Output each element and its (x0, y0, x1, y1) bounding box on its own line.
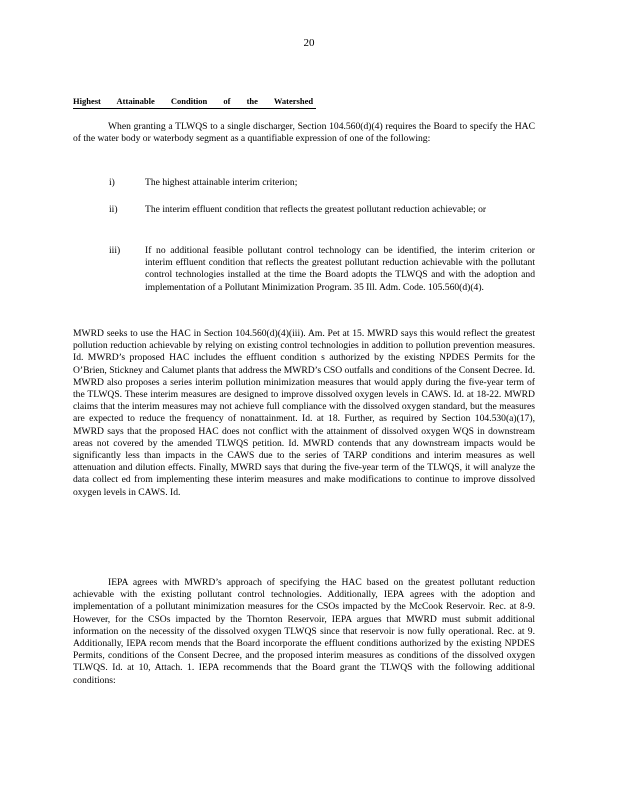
list-marker: i) (109, 177, 115, 188)
page-number: 20 (303, 37, 315, 49)
mwrd-paragraph: MWRD seeks to use the HAC in Section 104.560(d)(4)(iii). Am. Pet at 15. MWRD says this would reflect the greatest pollution reduction achievable by relying on existing control technologies in addition to pollution prevention measures. Id. MWRD’s proposed HAC includes the effluent condition s authorized by the existing NPDES Permits for the O’Brien, Stickney and Calumet plants that address the MWRD’s CSO outfalls and conditions of the Consent Decree. Id. MWRD also proposes a series interim pollution minimization measures that would apply during the five-year term of the TLWQS. These interim measures are designed to improve dissolved oxygen levels in CAWS. Id. at 18-22. MWRD claims that the interim measures may not achieve full compliance with the dissolved oxygen standard, but the measures are expected to reduce the frequency of nonattainment. Id. at 18. Further, as required by Section 104.530(a)(17), MWRD says that the proposed HAC does not conflict with the attainment of dissolved oxygen WQS in downstream areas not covered by the amended TLWQS petition. Id. MWRD contends that any downstream impacts would be significantly less than impacts in the CAWS due to the series of TARP conditions and interim measures as well attenuation and dilution effects. Finally, MWRD says that during the five-year term of the TLWQS, it will analyze the data collect ed from implementing these interim measures and make modifications to continue to improve dissolved oxygen levels in CAWS. Id. (73, 328, 536, 498)
section-heading: Highest Attainable Condition of the Watershed (73, 95, 316, 109)
list-item-text: If no additional feasible pollutant control technology can be identified, the interim criterion or interim effluent condition that reflects the greatest pollutant reduction achievable with the pollutant control technologies installed at the time the Board adopts the TLWQS and with the adoption and implementation of a Pollutant Minimization Program. 35 Ill. Adm. Code. 105.560(d)(4). (145, 245, 535, 293)
intro-paragraph: When granting a TLWQS to a single discharger, Section 104.560(d)(4) requires the Board to specify the HAC of the water body or waterbody segment as a quantifiable expression of one of the following: (73, 121, 535, 145)
list-marker: ii) (109, 204, 118, 215)
list-item-text: The interim effluent condition that reflects the greatest pollutant reduction achievable; or (145, 204, 487, 215)
list-marker: iii) (109, 245, 121, 256)
list-item (109, 177, 535, 189)
list-item-text: The highest attainable interim criterion; (145, 177, 298, 188)
list-item (109, 204, 535, 216)
list-item (109, 245, 535, 294)
iepa-paragraph: IEPA agrees with MWRD’s approach of specifying the HAC based on the greatest pollutant reduction achievable with the existing pollutant control technologies. Additionally, IEPA agrees with the adoption and implementation of a pollutant minimization measures for the CSOs impacted by the McCook Reservoir. Rec. at 8-9. However, for the CSOs impacted by the Thornton Reservoir, IEPA argues that MWRD must submit additional information on the necessity of the dissolved oxygen TLWQS since that reservoir is now fully operational. Rec. at 9. Additionally, IEPA recom mends that the Board incorporate the effluent conditions authorized by the existing NPDES Permits, conditions of the Consent Decree, and the proposed interim measures as conditions of the dissolved oxygen TLWQS. Id. at 10, Attach. 1. IEPA recommends that the Board grant the TLWQS with the following additional conditions: (73, 577, 535, 686)
